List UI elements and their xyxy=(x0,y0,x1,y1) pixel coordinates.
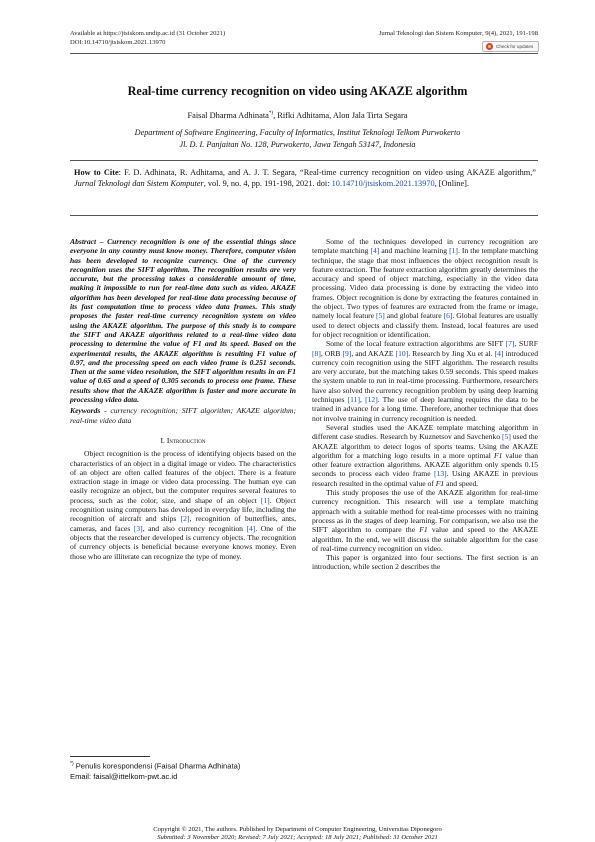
body-text: . Global features are usually used to detect objects and classify them. Instead, local features are used for object recognition or identification. xyxy=(312,311,538,339)
citation-link[interactable]: [6] xyxy=(443,311,453,321)
cite-online: , [Online]. xyxy=(434,179,469,189)
intro-text: Object recognition is the process of identifying objects based on the characteristics of an object in a digital image or video. The characteristics of an object are often called features of the object. There is a feature extraction stage in image or video data processing. The human eye can easily recognize an object, but the computer requires several features to process, such as the color, size, and shape of an object xyxy=(70,449,296,505)
cite-label: How to Cite xyxy=(74,168,119,177)
body-paragraph xyxy=(312,488,538,553)
body-paragraph: This paper is organized into four sections. The first section is an introduction, while section 2 describes the xyxy=(312,553,538,572)
citation-link[interactable]: [4] xyxy=(246,523,256,533)
footnote-mark: *) xyxy=(70,761,74,767)
body-text: . The use of deep learning requires the data to be trained in advance for a long time. Therefore, another technique that does not involve training in currency recognition is needed. xyxy=(312,395,539,423)
body-text: and speed. xyxy=(444,478,479,488)
body-paragraph xyxy=(312,237,538,339)
body-text: and global feature xyxy=(384,311,444,321)
corresponding-mark: *) xyxy=(268,111,274,117)
intro-text: , recognition of butterflies, ants, cameras, and faces xyxy=(70,514,296,533)
body-paragraph xyxy=(312,339,538,423)
body-text: Some of the local feature extraction algorithms are SIFT xyxy=(326,339,506,349)
affiliation-department: Department of Software Engineering, Faculty of Informatics, Institut Teknologi Telkom Purwokerto xyxy=(134,128,461,137)
how-to-cite xyxy=(74,167,536,190)
intro-text: . Object recognition using computers has developed in everyday life, including the recognition of aircraft and ships xyxy=(70,495,296,524)
citation-link[interactable]: [5] xyxy=(502,432,511,442)
page-footer xyxy=(0,826,595,841)
footnote-email: Email: faisal@ittelkom-pwt.ac.id xyxy=(70,771,178,781)
body-text: . In the template matching technique, the stage that most influences the object recognition result is feature extraction. The feature extraction algorithm greatly determines the accuracy and speed of object matching, especially in the video data processing. Video data processing is done by extracting the video into frames. Object recognition is done by extracting the features contained in the object. Two types of features are extracted from the frame or image, namely local feature xyxy=(312,246,538,321)
body-text: . Research by Jing Xu et al. xyxy=(408,348,495,358)
f1-symbol: F1 xyxy=(493,450,503,460)
citation-link[interactable]: [11] xyxy=(347,395,361,405)
citation-link[interactable]: [8] xyxy=(312,348,321,358)
citation-link[interactable]: [1] xyxy=(260,495,270,505)
author-list xyxy=(0,111,595,120)
keywords-text: - currency recognition; SIFT algorithm; AKAZE algorithm; real-time video data xyxy=(70,406,296,425)
footnote-rule xyxy=(70,756,150,757)
citation-link[interactable]: [5] xyxy=(375,311,385,321)
body-text: , and AKAZE xyxy=(351,348,396,358)
cite-authors: : F. D. Adhinata, R. Adhitama, and A. J. T. Segara, “Real-time currency recognition on video using AKAZE algorithm,” xyxy=(118,168,536,177)
corresponding-author: Faisal Dharma Adhinata xyxy=(187,111,269,120)
paper-title: Real-time currency recognition on video using AKAZE algorithm xyxy=(127,84,468,98)
f1-symbol: F1 xyxy=(419,525,428,535)
footnote xyxy=(70,759,240,782)
affiliation-address: Jl. D. I. Panjaitan No. 128, Purwokerto, Jawa Tengah 53147, Indonesia xyxy=(179,140,416,149)
body-text: and machine learning xyxy=(379,246,450,256)
right-column xyxy=(312,237,538,572)
body-text: value and speed to the AKAZE algorithm. In the end, we will discuss the suitable algorithm for the case of real-time currency recognition on video. xyxy=(312,525,538,553)
citation-link[interactable]: [4] xyxy=(370,246,380,256)
footnote-author xyxy=(70,759,240,772)
citation-bottom-rule xyxy=(70,215,538,216)
intro-text: . One of the objects that the researcher developed is currency objects. The recognition of currency objects is beneficial because everyone knows money. Even those who are illiterate can recognize the type of money. xyxy=(70,523,296,561)
citation-link[interactable]: [12] xyxy=(365,395,378,405)
header-rule xyxy=(70,53,538,54)
crossmark-button[interactable] xyxy=(482,41,539,52)
body-text: used the AKAZE algorithm to detect logos of sports teams. Using the AKAZE algorithm for a matching logo results in a more optimal xyxy=(312,432,538,460)
citation-link[interactable]: [1] xyxy=(449,246,458,256)
affiliation xyxy=(0,127,595,151)
footnote-text: Penulis korespondensi (Faisal Dharma Adhinata) xyxy=(73,761,241,771)
citation-link[interactable]: [2] xyxy=(180,514,190,524)
citation-link[interactable]: [9] xyxy=(342,348,352,358)
body-text: introduced currency coin recognition using the SIFT algorithm. The research results are very accurate, but the matching takes 0.59 seconds. This speed makes the system unable to run in real-time processing. Furthermore, researchers have also solved the currency recognition problem by using deep learning techniques xyxy=(312,348,538,405)
body-text: This study proposes the use of the AKAZE algorithm for real-time currency recognition. This research will use a template matching approach with a suitable method for real-time processes with no training process as in the stages of deep learning. For comparison, we also use the SIFT algorithm to compare the xyxy=(312,488,538,535)
intro-paragraph xyxy=(70,449,296,561)
keywords-label: Keywords xyxy=(70,406,101,416)
submission-dates: Submitted: 3 November 2020; Revised: 7 July 2021; Accepted: 18 July 2021; Published: 31 October 2021 xyxy=(157,833,438,841)
citation-link[interactable]: [13] xyxy=(434,469,447,479)
intro-text: , and also currency recognition xyxy=(142,523,247,533)
body-text: Several studies used the AKAZE template matching algorithm in different case studies. Research by Kuznetsov and Savchenko xyxy=(312,422,538,442)
cite-journal: Jurnal Teknologi dan Sistem Komputer xyxy=(74,179,204,189)
left-column xyxy=(70,237,296,561)
f1-symbol: F1 xyxy=(435,478,445,488)
doi-text: DOI:10.14710/jtsiskom.2021.13970 xyxy=(70,38,166,46)
citation-link[interactable]: [3] xyxy=(133,523,143,533)
body-text: , xyxy=(360,395,366,405)
body-paragraph xyxy=(312,423,538,488)
cite-volume: , vol. 9, no. 4, pp. 191-198, 2021. doi: xyxy=(203,179,332,189)
body-text: , ORB xyxy=(320,348,343,358)
citation-link[interactable]: [4] xyxy=(494,348,504,358)
body-text: value than other feature extraction algorithms. AKAZE algorithm only spends 0.15 seconds to process each video frame xyxy=(312,450,538,479)
journal-header: Jurnal Teknologi dan Sistem Komputer, 9(4), 2021, 191-198 xyxy=(378,30,538,37)
abstract: Abstract – Currency recognition is one of the essential things since everyone in any country must know money. Therefore, computer vision has been developed to recognize currency. One of the currency recognition uses the SIFT algorithm. The recognition results are very accurate, but the processing takes a considerable amount of time, making it impossible to run for real-time data such as video. AKAZE algorithm has been developed for real-time data processing because of its fast computation time to process video data frames. This study proposes the faster real-time currency recognition system on video using the AKAZE algorithm. The purpose of this study is to compare the SIFT and AKAZE algorithms related to a real-time video data processing to determine the value of F1 and its speed. Based on the experimental results, the AKAZE algorithm is resulting F1 value of 0.97, and the processing speed on each video frame is 0.251 seconds. Then at the same video resolution, the SIFT algorithm results in an F1 value of 0.65 and a speed of 0.305 seconds to process one frame. These results show that the AKAZE algorithm is faster and more accurate in processing video data. xyxy=(70,237,296,405)
crossmark-label: Check for updates xyxy=(496,44,534,49)
section-heading-introduction: I. Introduction xyxy=(160,435,206,445)
citation-link[interactable]: [10] xyxy=(395,348,409,358)
body-text: Some of the techniques developed in currency recognition are template matching xyxy=(312,237,538,256)
cite-doi-link[interactable]: 10.14710/jtsiskom.2021.13970 xyxy=(331,179,435,189)
body-text: . Using AKAZE in previous research resulted in the optimal value of xyxy=(312,469,538,488)
copyright-line: Copyright © 2021, The authors. Published by Department of Computer Engineering, Universitas Diponegoro xyxy=(153,826,442,833)
crossmark-icon xyxy=(486,43,493,50)
citation-link[interactable]: [7] xyxy=(505,339,515,349)
running-header-left xyxy=(70,30,225,47)
body-text: , SURF xyxy=(514,339,538,349)
citation-top-rule xyxy=(70,160,538,161)
co-authors: , Rifki Adhitama, Alon Jala Tirta Segara xyxy=(273,111,408,120)
availability-note: Available at https://jtsiskom.undip.ac.id (31 October 2021) xyxy=(70,30,226,37)
keywords xyxy=(70,406,296,425)
